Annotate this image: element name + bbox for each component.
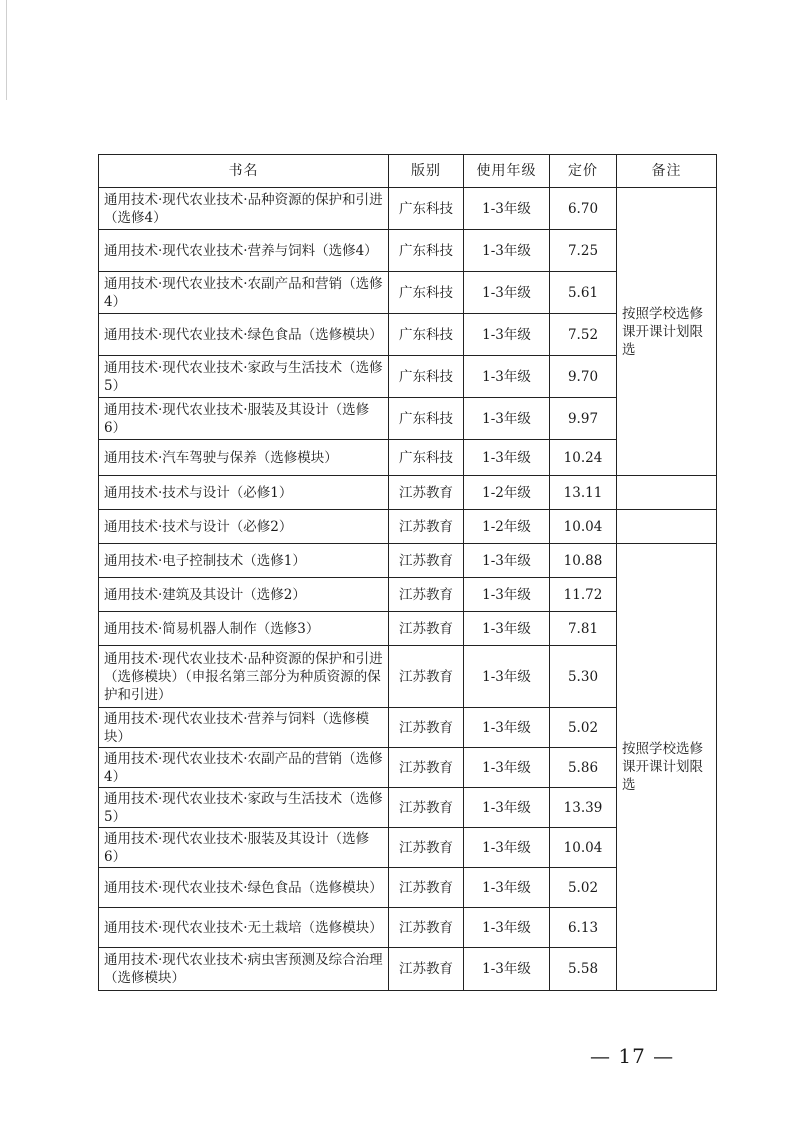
publisher-cell: 广东科技 xyxy=(389,398,464,440)
grade-cell: 1-3年级 xyxy=(464,748,550,788)
publisher-cell: 江苏教育 xyxy=(389,948,464,991)
book-name-cell: 通用技术·现代农业技术·农副产品和营销（选修4） xyxy=(99,272,389,314)
price-cell: 6.13 xyxy=(550,908,617,948)
book-name-cell: 通用技术·现代农业技术·绿色食品（选修模块） xyxy=(99,868,389,908)
grade-cell: 1-3年级 xyxy=(464,828,550,868)
header-price: 定价 xyxy=(550,155,617,188)
book-name-cell: 通用技术·现代农业技术·无土栽培（选修模块） xyxy=(99,908,389,948)
grade-cell: 1-3年级 xyxy=(464,230,550,272)
price-cell: 9.70 xyxy=(550,356,617,398)
header-book-name: 书名 xyxy=(99,155,389,188)
publisher-cell: 江苏教育 xyxy=(389,476,464,510)
book-name-cell: 通用技术·现代农业技术·绿色食品（选修模块） xyxy=(99,314,389,356)
book-name-cell: 通用技术·现代农业技术·服装及其设计（选修6） xyxy=(99,828,389,868)
publisher-cell: 江苏教育 xyxy=(389,544,464,578)
price-cell: 7.81 xyxy=(550,612,617,646)
price-cell: 10.04 xyxy=(550,828,617,868)
book-name-cell: 通用技术·现代农业技术·家政与生活技术（选修5） xyxy=(99,788,389,828)
publisher-cell: 广东科技 xyxy=(389,314,464,356)
page-number: — 17 — xyxy=(590,1044,675,1068)
book-name-cell: 通用技术·现代农业技术·营养与饲料（选修4） xyxy=(99,230,389,272)
grade-cell: 1-3年级 xyxy=(464,188,550,230)
table-row xyxy=(99,510,717,544)
table-header-row xyxy=(99,155,717,188)
grade-cell: 1-3年级 xyxy=(464,578,550,612)
grade-cell: 1-3年级 xyxy=(464,612,550,646)
publisher-cell: 江苏教育 xyxy=(389,708,464,748)
book-name-cell: 通用技术·现代农业技术·营养与饲料（选修模块） xyxy=(99,708,389,748)
publisher-cell: 江苏教育 xyxy=(389,788,464,828)
publisher-cell: 江苏教育 xyxy=(389,828,464,868)
remark-cell-jiangsu: 按照学校选修课开课计划限选 xyxy=(617,544,717,991)
publisher-cell: 江苏教育 xyxy=(389,646,464,708)
price-cell: 5.02 xyxy=(550,708,617,748)
grade-cell: 1-3年级 xyxy=(464,788,550,828)
publisher-cell: 江苏教育 xyxy=(389,612,464,646)
book-name-cell: 通用技术·简易机器人制作（选修3） xyxy=(99,612,389,646)
book-name-cell: 通用技术·现代农业技术·服装及其设计（选修6） xyxy=(99,398,389,440)
price-cell: 5.02 xyxy=(550,868,617,908)
grade-cell: 1-3年级 xyxy=(464,708,550,748)
price-cell: 10.88 xyxy=(550,544,617,578)
grade-cell: 1-2年级 xyxy=(464,476,550,510)
book-name-cell: 通用技术·汽车驾驶与保养（选修模块） xyxy=(99,440,389,476)
price-cell: 13.11 xyxy=(550,476,617,510)
publisher-cell: 广东科技 xyxy=(389,188,464,230)
book-name-cell: 通用技术·电子控制技术（选修1） xyxy=(99,544,389,578)
grade-cell: 1-3年级 xyxy=(464,398,550,440)
grade-cell: 1-3年级 xyxy=(464,314,550,356)
grade-cell: 1-2年级 xyxy=(464,510,550,544)
header-grade: 使用年级 xyxy=(464,155,550,188)
price-cell: 7.52 xyxy=(550,314,617,356)
publisher-cell: 江苏教育 xyxy=(389,748,464,788)
header-remark: 备注 xyxy=(617,155,717,188)
book-name-cell: 通用技术·技术与设计（必修2） xyxy=(99,510,389,544)
price-cell: 5.61 xyxy=(550,272,617,314)
price-cell: 10.24 xyxy=(550,440,617,476)
price-cell: 11.72 xyxy=(550,578,617,612)
book-name-cell: 通用技术·现代农业技术·农副产品的营销（选修4） xyxy=(99,748,389,788)
grade-cell: 1-3年级 xyxy=(464,440,550,476)
price-cell: 7.25 xyxy=(550,230,617,272)
textbook-catalog-table xyxy=(98,154,717,991)
grade-cell: 1-3年级 xyxy=(464,868,550,908)
book-name-cell: 通用技术·现代农业技术·病虫害预测及综合治理（选修模块） xyxy=(99,948,389,991)
book-name-cell: 通用技术·现代农业技术·品种资源的保护和引进（选修模块）（申报名第三部分为种质资源的保护和引进） xyxy=(99,646,389,708)
book-name-cell: 通用技术·建筑及其设计（选修2） xyxy=(99,578,389,612)
table-row xyxy=(99,544,717,578)
price-cell: 5.58 xyxy=(550,948,617,991)
scan-edge-line xyxy=(6,0,7,100)
grade-cell: 1-3年级 xyxy=(464,544,550,578)
remark-cell-empty xyxy=(617,510,717,544)
grade-cell: 1-3年级 xyxy=(464,272,550,314)
price-cell: 9.97 xyxy=(550,398,617,440)
publisher-cell: 广东科技 xyxy=(389,440,464,476)
price-cell: 5.86 xyxy=(550,748,617,788)
price-cell: 10.04 xyxy=(550,510,617,544)
table-row xyxy=(99,476,717,510)
publisher-cell: 广东科技 xyxy=(389,272,464,314)
book-name-cell: 通用技术·现代农业技术·品种资源的保护和引进（选修4） xyxy=(99,188,389,230)
price-cell: 5.30 xyxy=(550,646,617,708)
book-name-cell: 通用技术·技术与设计（必修1） xyxy=(99,476,389,510)
publisher-cell: 广东科技 xyxy=(389,230,464,272)
price-cell: 6.70 xyxy=(550,188,617,230)
publisher-cell: 江苏教育 xyxy=(389,908,464,948)
grade-cell: 1-3年级 xyxy=(464,646,550,708)
publisher-cell: 江苏教育 xyxy=(389,510,464,544)
publisher-cell: 广东科技 xyxy=(389,356,464,398)
remark-cell-guangdong: 按照学校选修课开课计划限选 xyxy=(617,188,717,476)
grade-cell: 1-3年级 xyxy=(464,356,550,398)
grade-cell: 1-3年级 xyxy=(464,948,550,991)
publisher-cell: 江苏教育 xyxy=(389,868,464,908)
book-name-cell: 通用技术·现代农业技术·家政与生活技术（选修5） xyxy=(99,356,389,398)
table-row xyxy=(99,188,717,230)
remark-cell-empty xyxy=(617,476,717,510)
publisher-cell: 江苏教育 xyxy=(389,578,464,612)
header-publisher: 版别 xyxy=(389,155,464,188)
grade-cell: 1-3年级 xyxy=(464,908,550,948)
price-cell: 13.39 xyxy=(550,788,617,828)
